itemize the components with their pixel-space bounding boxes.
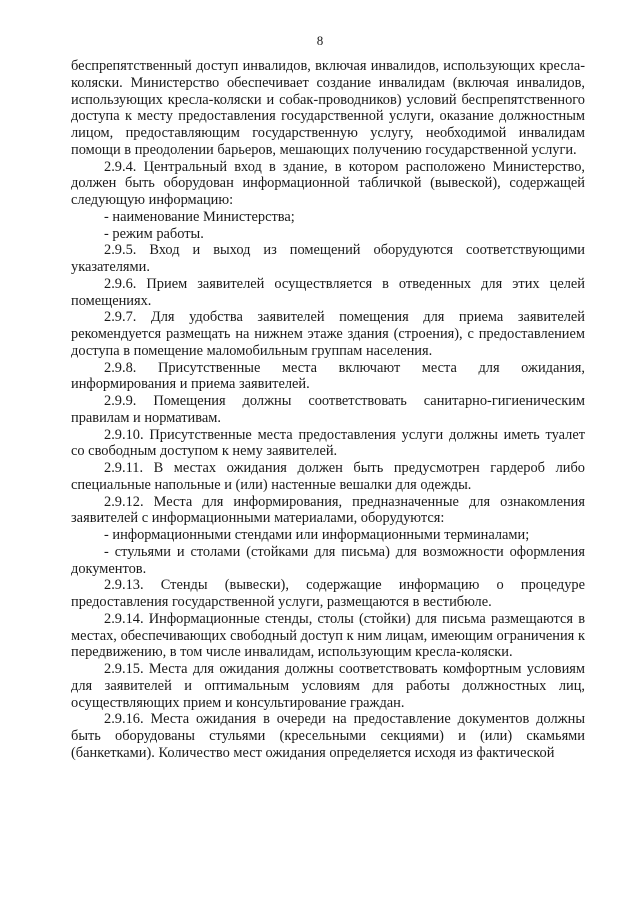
document-body	[71, 58, 585, 762]
paragraph-2-9-15: 2.9.15. Места для ожидания должны соответствовать комфортным условиям для заявителей и оптимальным условиям для работы должностных лиц, осуществляющих прием и консультирование граждан.	[71, 661, 585, 711]
list-item-chairs-tables: - стульями и столами (стойками для письма) для возможности оформления документов.	[71, 543, 585, 577]
paragraph-2-9-9: 2.9.9. Помещения должны соответствовать санитарно-гигиеническим правилам и нормативам.	[71, 393, 585, 426]
list-item-work-schedule: - режим работы.	[104, 225, 204, 242]
paragraph-2-9-5: 2.9.5. Вход и выход из помещений оборудуются соответствующими указателями.	[71, 242, 585, 275]
paragraph-2-9-14: 2.9.14. Информационные стенды, столы (стойки) для письма размещаются в местах, обеспечивающих свободный доступ к ним лицам, имеющим ограничения к передвижению, в том числе инвалидам, использующим кресла-коляски.	[71, 610, 585, 661]
paragraph-2-9-12: 2.9.12. Места для информирования, предназначенные для ознакомления заявителей с информационными материалами, оборудуются:	[71, 493, 585, 527]
paragraph-2-9-6: 2.9.6. Прием заявителей осуществляется в отведенных для этих целей помещениях.	[71, 275, 585, 309]
list-item-ministry-name: - наименование Министерства;	[104, 208, 295, 225]
paragraph-2-9-4: 2.9.4. Центральный вход в здание, в котором расположено Министерство, должен быть оборудован информационной табличкой (вывеской), содержащей следующую информацию:	[71, 158, 585, 208]
paragraph-2-9-8: 2.9.8. Присутственные места включают места для ожидания, информирования и приема заявителей.	[71, 359, 585, 393]
paragraph-2-9-13: 2.9.13. Стенды (вывески), содержащие информацию о процедуре предоставления государственной услуги, размещаются в вестибюле.	[71, 577, 585, 610]
paragraph-2-9-7: 2.9.7. Для удобства заявителей помещения для приема заявителей рекомендуется размещать на нижнем этаже здания (строения), с предоставлением доступа в помещение маломобильным группам населения.	[71, 309, 585, 359]
paragraph-continuation: беспрепятственный доступ инвалидов, включая инвалидов, использующих кресла-коляски. Министерство обеспечивает создание инвалидам (включая инвалидов, использующих кресла-коляски и собак-проводников) условий беспрепятственного доступа к месту предоставления государственной услуги, оказание должностным лицом, предоставляющим государственную услугу, необходимой инвалидам помощи в преодолении барьеров, мешающих получению государственной услуги.	[71, 58, 585, 158]
list-item-info-stands: - информационными стендами или информационными терминалами;	[104, 527, 530, 543]
page-number: 8	[316, 33, 324, 48]
paragraph-2-9-11: 2.9.11. В местах ожидания должен быть предусмотрен гардероб либо специальные напольные и (или) настенные вешалки для одежды.	[71, 460, 585, 493]
paragraph-2-9-16: 2.9.16. Места ожидания в очереди на предоставление документов должны быть оборудованы стульями (кресельными секциями) и (или) скамьями (банкетками). Количество мест ожидания определяется исходя из фактической	[71, 711, 585, 761]
paragraph-2-9-10: 2.9.10. Присутственные места предоставления услуги должны иметь туалет со свободным доступом к нему заявителей.	[71, 426, 585, 460]
